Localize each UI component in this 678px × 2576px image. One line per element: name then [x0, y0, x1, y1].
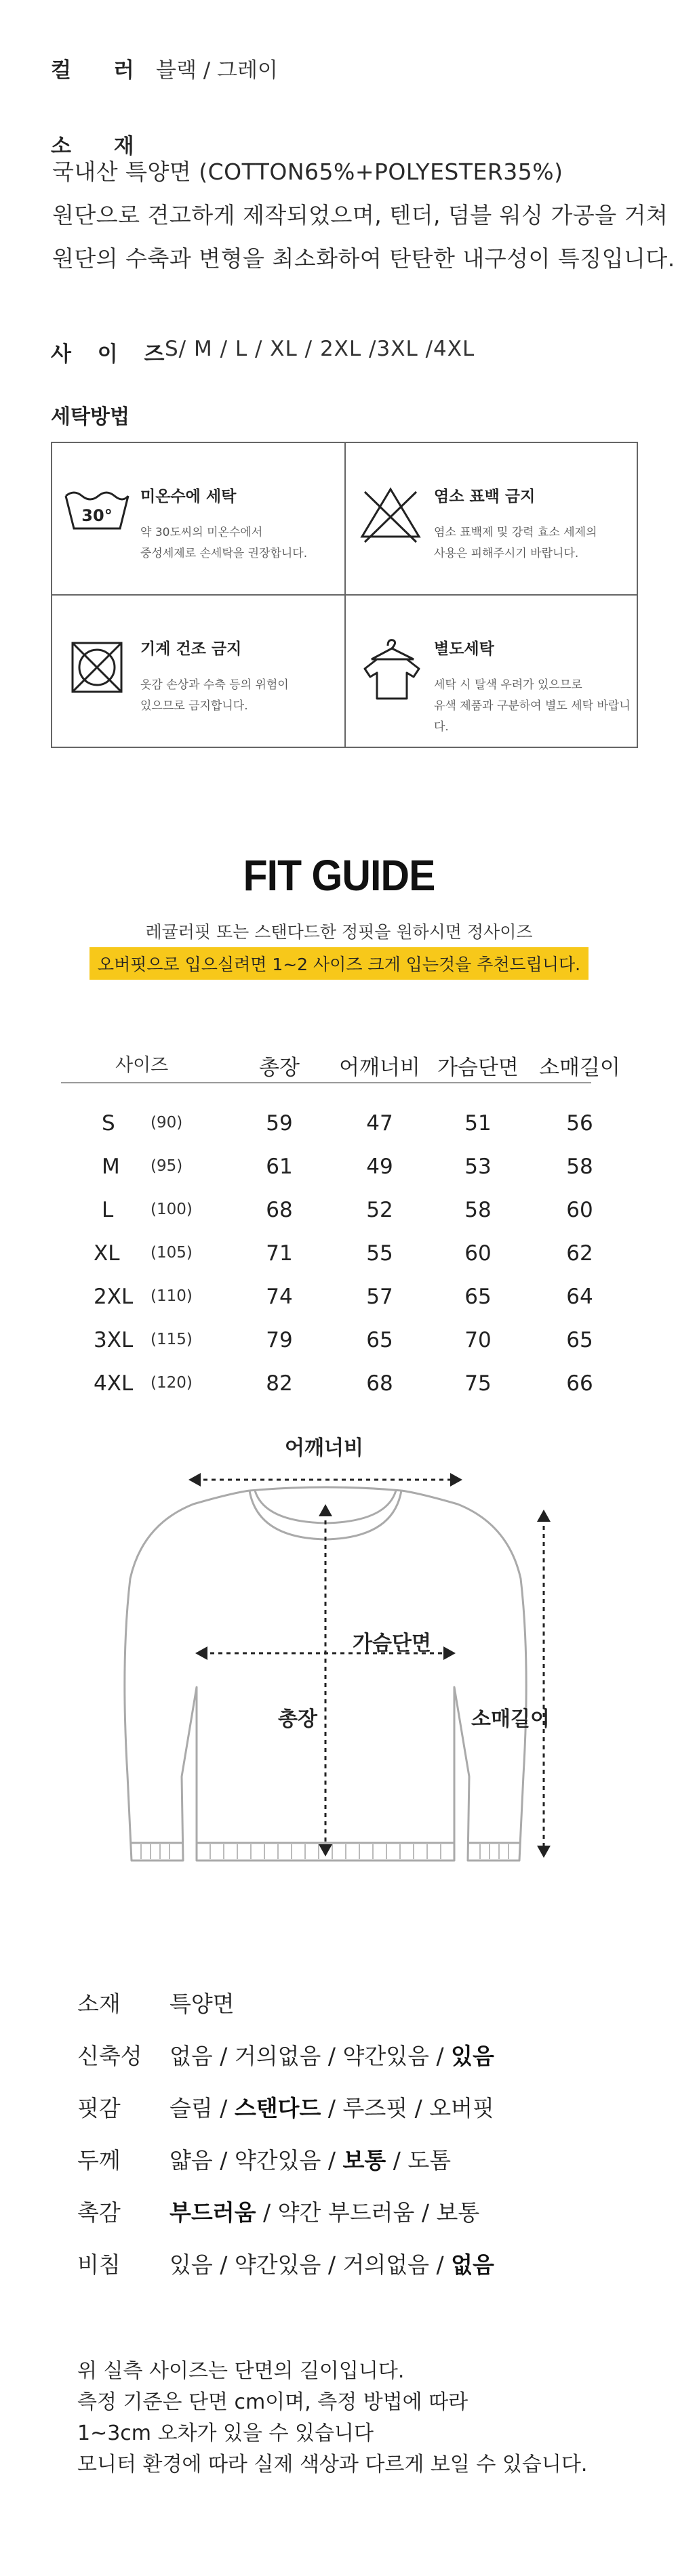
- size-name: M: [102, 1155, 120, 1179]
- care-cell-bleach: [346, 443, 638, 594]
- size-table-cell: 65: [566, 1328, 593, 1352]
- size-table-cell: 51: [464, 1111, 492, 1136]
- size-table-cell: 66: [566, 1371, 593, 1396]
- size-table-cell: 58: [464, 1198, 492, 1222]
- size-table-cell: 59: [266, 1111, 293, 1136]
- care-cell-title: 별도세탁: [434, 640, 494, 658]
- material-line: 국내산 특양면 (COTTON65%+POLYESTER35%): [52, 159, 563, 185]
- fit-guide-highlight-row: [0, 947, 678, 980]
- size-table-cell: 65: [464, 1285, 492, 1309]
- care-cell-dry: [52, 596, 344, 747]
- size-table-cell: 70: [464, 1328, 492, 1352]
- size-table-cell: 47: [366, 1111, 393, 1136]
- note-line: 위 실측 사이즈는 단면의 길이입니다.: [77, 2359, 405, 2383]
- size-table-cell: 64: [566, 1285, 593, 1309]
- detail-options: [170, 2091, 494, 2123]
- detail-option-selected: 없음: [451, 2251, 494, 2278]
- detail-label: 신축성: [77, 2043, 142, 2069]
- care-cell-title: 기계 건조 금지: [140, 640, 242, 658]
- material-description: [52, 150, 675, 281]
- size-name: 4XL: [94, 1371, 134, 1396]
- size-table-cell: 68: [366, 1371, 393, 1396]
- care-table: [51, 442, 638, 748]
- care-desc-line: 사용은 피해주시기 바랍니다.: [434, 547, 579, 560]
- detail-label: 두께: [77, 2147, 121, 2174]
- detail-option: 없음 / 거의없음 / 약간있음 /: [170, 2043, 452, 2069]
- detail-label: 촉감: [77, 2199, 121, 2226]
- size-table-cell: 60: [464, 1241, 492, 1266]
- material-line: 원단의 수축과 변형을 최소화하여 탄탄한 내구성이 특징입니다.: [52, 245, 675, 272]
- size-table-header: 어깨너비: [339, 1056, 420, 1080]
- size-table-header: 사이즈: [115, 1055, 169, 1076]
- care-cell-wash: [52, 443, 344, 594]
- detail-option: 얇음 / 약간있음 /: [170, 2147, 343, 2174]
- detail-options: [170, 2247, 494, 2279]
- care-desc-line: 약 30도씨의 미온수에서: [140, 526, 263, 539]
- detail-options: [170, 2195, 479, 2227]
- wash-30-icon: [63, 484, 131, 538]
- size-table-cell: 56: [566, 1111, 593, 1136]
- color-label: 컬 러: [51, 58, 152, 83]
- size-name: 3XL: [94, 1328, 134, 1352]
- care-cell-desc: [434, 675, 637, 738]
- size-reference: (105): [151, 1244, 193, 1262]
- size-name: 2XL: [94, 1285, 134, 1309]
- care-desc-line: 있으므로 금지합니다.: [140, 699, 248, 713]
- care-desc-line: 중성세제로 손세탁을 권장합니다.: [140, 547, 308, 560]
- diagram-chest-label: 가슴단면: [353, 1632, 431, 1655]
- size-table-cell: 74: [266, 1285, 293, 1309]
- note-line: 측정 기준은 단면 cm이며, 측정 방법에 따라: [77, 2390, 468, 2414]
- size-table-cell: 71: [266, 1241, 293, 1266]
- size-table-cell: 58: [566, 1155, 593, 1179]
- size-table-cell: 75: [464, 1371, 492, 1396]
- detail-option-selected: 부드러움: [170, 2199, 256, 2226]
- size-value: S/ M / L / XL / 2XL /3XL /4XL: [165, 337, 475, 361]
- size-reference: (90): [151, 1114, 183, 1131]
- material-line: 원단으로 견고하게 제작되었으며, 텐더, 덤블 워싱 가공을 거쳐: [52, 202, 669, 228]
- care-desc-line: 세탁 시 탈색 우려가 있으므로: [434, 678, 582, 692]
- care-cell-title: 미온수에 세탁: [140, 488, 237, 505]
- sweatshirt-diagram: [102, 1463, 563, 1911]
- fit-guide-title: FIT GUIDE: [243, 851, 435, 900]
- size-table-header: 가슴단면: [437, 1056, 519, 1080]
- color-value: 블랙 / 그레이: [156, 58, 278, 83]
- size-table-cell: 53: [464, 1155, 492, 1179]
- detail-option: / 도톰: [386, 2147, 452, 2174]
- detail-option-selected: 보통: [342, 2147, 386, 2174]
- care-cell-desc: [140, 675, 344, 717]
- size-table-cell: 68: [266, 1198, 293, 1222]
- size-reference: (95): [151, 1157, 183, 1175]
- size-table-cell: 60: [566, 1198, 593, 1222]
- size-table-cell: 65: [366, 1328, 393, 1352]
- size-table-cell: 49: [366, 1155, 393, 1179]
- care-cell-desc: [140, 522, 344, 564]
- diagram-shoulder-label: 어깨너비: [285, 1436, 363, 1460]
- fit-guide-subtitle: 레귤러핏 또는 스탠다드한 정핏을 원하시면 정사이즈: [145, 922, 533, 942]
- size-name: L: [102, 1198, 114, 1222]
- detail-option-selected: 스탠다드: [234, 2095, 321, 2121]
- fit-guide-highlight: 오버핏으로 입으실려면 1~2 사이즈 크게 입는것을 추천드립니다.: [89, 947, 589, 980]
- size-reference: (110): [151, 1287, 193, 1305]
- svg-text:30°: 30°: [81, 506, 113, 525]
- size-table-header: 소매길이: [539, 1056, 620, 1080]
- size-table-cell: 61: [266, 1155, 293, 1179]
- detail-option-selected: 있음: [451, 2043, 494, 2069]
- detail-option: 있음 / 약간있음 / 거의없음 /: [170, 2251, 452, 2278]
- size-reference: (120): [151, 1374, 193, 1392]
- size-reference: (100): [151, 1201, 193, 1218]
- care-title: 세탁방법: [51, 405, 129, 429]
- diagram-length-label: 총장: [278, 1707, 317, 1731]
- detail-options: [170, 2143, 451, 2175]
- detail-option: 슬림 /: [170, 2095, 235, 2121]
- size-name: XL: [94, 1241, 120, 1266]
- size-table-cell: 52: [366, 1198, 393, 1222]
- hanger-shirt-icon: [357, 636, 424, 704]
- no-bleach-icon: [357, 484, 424, 545]
- care-cell-separate: [346, 596, 638, 747]
- size-table-cell: 82: [266, 1371, 293, 1396]
- detail-options: [170, 2039, 494, 2071]
- detail-options: [170, 1987, 235, 2018]
- detail-label: 핏감: [77, 2095, 121, 2121]
- detail-label: 비침: [77, 2251, 121, 2278]
- diagram-sleeve-label: 소매길이: [471, 1707, 550, 1731]
- care-cell-desc: [434, 522, 637, 564]
- size-table-cell: 57: [366, 1285, 393, 1309]
- material-label: 소 재: [51, 134, 152, 159]
- detail-option: / 루즈핏 / 오버핏: [321, 2095, 494, 2121]
- detail-label: 소재: [77, 1991, 121, 2017]
- size-table-cell: 55: [366, 1241, 393, 1266]
- note-line: 모니터 환경에 따라 실제 색상과 다르게 보일 수 있습니다.: [77, 2453, 588, 2476]
- size-table-cell: 62: [566, 1241, 593, 1266]
- care-cell-title: 염소 표백 금지: [434, 488, 536, 505]
- care-desc-line: 옷감 손상과 수축 등의 위험이: [140, 678, 289, 692]
- care-desc-line: 염소 표백제 및 강력 효소 세제의: [434, 526, 597, 539]
- detail-option: / 약간 부드러움 / 보통: [256, 2199, 480, 2226]
- size-name: S: [102, 1111, 115, 1136]
- note-line: 1~3cm 오차가 있을 수 있습니다: [77, 2422, 374, 2445]
- no-tumble-dry-icon: [63, 636, 131, 697]
- size-table-divider: [61, 1082, 591, 1083]
- care-desc-line: 유색 제품과 구분하여 별도 세탁 바랍니다.: [434, 699, 631, 734]
- detail-option: 특양면: [170, 1991, 235, 2017]
- size-table-cell: 79: [266, 1328, 293, 1352]
- size-table-header: 총장: [259, 1056, 300, 1080]
- size-reference: (115): [151, 1331, 193, 1348]
- size-label: 사 이 즈: [51, 342, 174, 367]
